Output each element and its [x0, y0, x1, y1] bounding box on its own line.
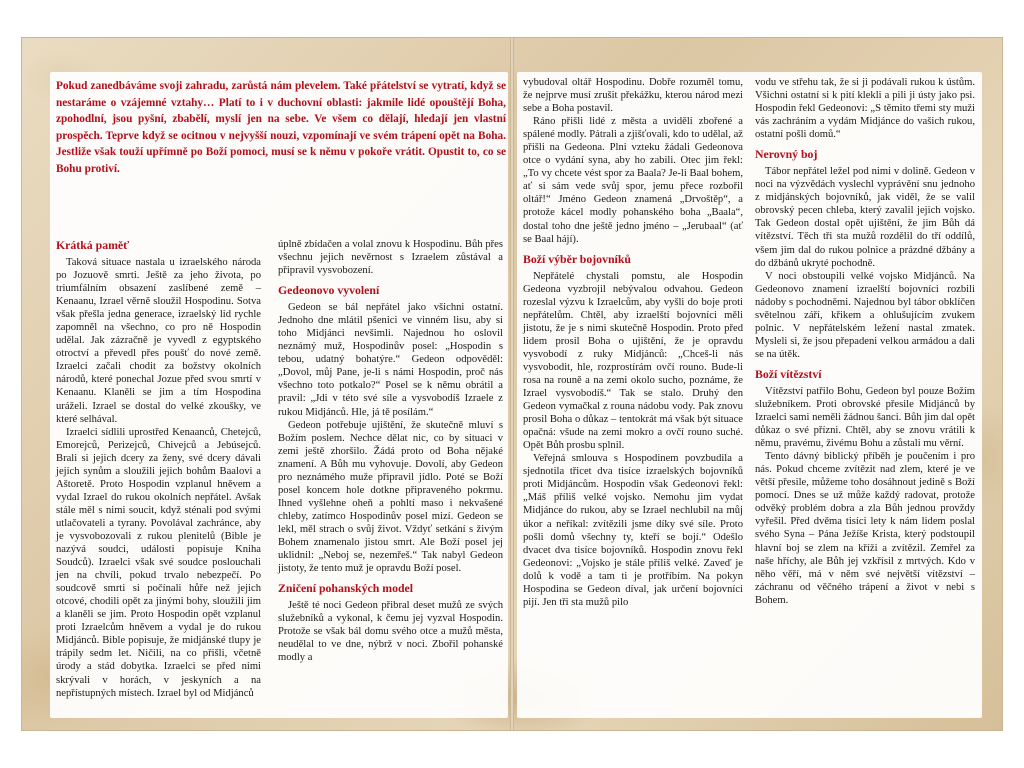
body-paragraph: Taková situace nastala u izraelského národa po Jozuově smrti. Ještě za jeho života, po triumfálním obsazení zaslíbené země – Kenaanu, Izrael věrně sloužil Hospodinu. Sotva však přešla jedna generace, izraelský lid rychle zapomněl na všechno, co pro ně Hospodin udělal. Jak zázračně je vyvedl z egyptského otroctví a převedl přes poušť do nové země. Izraelci začali chodit za božstvy okolních národů, které ponechal Jozue před svou smrtí v Kenaanu. Klaněli se jim a tím Hospodina uráželi. Izrael se dostal do velké zkoušky, ve které selhával. — [56, 257, 261, 425]
body-paragraph: Izraelci sídlili uprostřed Kenaanců, Chetejců, Emorejců, Perizejců, Chivejců a Jebúsejců. Brali si jejich dcery za ženy, své dcery dávali jejich synům a sloužili jejich bohům Baalovi a Aštoretě. Proto Hospodin vzplanul hněvem a vydal Izrael do rukou okolních nepřátel. Avšak stále měl s nimi soucit, když sténali pod svými utlačovateli a tyrany. Povolával zachránce, aby je vysvobozovali z rukou plenitelů (Bible je nazývá soudci, události popisuje Kniha Soudců). Izraelci však své soudce poslouchali jen na chvíli, pokud trvalo nebezpečí. Po soudcově smrti si počínali hůře než jejich otcové, chodili opět za jinými bohy, sloužili jim a klaněli se jim. Proto Hospodin opět vzplanul proti Izraelcům hněvem a vydal je do rukou Midjánců. Bible popisuje, že midjánské tlupy je trápily sedm let. Ničili, na co přišli, včetně úrody a stád dobytka. Izraelci se před nimi skrývali v horách, v jeskyních a na nepřístupných místech. Izrael byl od Midjánců — [56, 426, 261, 699]
right-page — [513, 38, 1002, 730]
section-heading: Boží vítězství — [755, 366, 822, 381]
magazine-spread — [22, 38, 1002, 730]
body-paragraph: úplně zbídačen a volal znovu k Hospodinu. Bůh přes všechnu jejich nevěrnost s Izraelem zůstával a připravil vysvobození. — [278, 239, 503, 277]
section-heading: Krátká paměť — [56, 238, 130, 252]
body-paragraph: Ještě té noci Gedeon přibral deset mužů ze svých služebníků a vykonal, k čemu jej vyzval Hospodin. Protože se však bál domu svého otce a mužů města, neudělal to ve dne, nýbrž v noci. Zbořil pohanské modly a — [278, 600, 503, 664]
body-paragraph: Nepřátelé chystali pomstu, ale Hospodin Gedeona vyzbrojil nebývalou odvahou. Gedeon rozeslal výzvu k Izraelcům, aby vyšli do boje proti nepřátelům. Chtěl, aby izraelští bojovníci měli jistotu, že je s nimi skutečně Hospodin. Proto před lidem prosil Boha o ujištění, že je opravdu vysvobodí z ruky Midjánců: „Chceš-li nás vysvobodit, hle, rozprostírám ovčí rouno. Bude-li rosa na rouně a na zemi okolo sucho, poznáme, že Izrael vysvobodíš.“ Tak se stalo. Druhý den Gedeon vymačkal z rouna nádobu vody. Pak znovu prosil Boha o důkaz – tentokrát má však být situace opačná: všude na zemi mokro a ovčí rouno suché. Opět Bůh prosbu splnil. — [523, 270, 743, 452]
body-paragraph: vybudoval oltář Hospodinu. Dobře rozuměl tomu, že nejprve musí zrušit překážku, kterou národ mezi sebe a Boha postavil. — [523, 77, 743, 115]
section-heading: Boží výběr bojovníků — [523, 251, 631, 266]
body-paragraph: Gedeon potřebuje ujištění, že skutečně mluví s Božím poslem. Nechce dělat nic, co by situaci v zemi ještě zhoršilo. Žádá proto od Boha nějaké znamení. A Bůh mu vyhovuje. Dovolí, aby Gedeon pro neznámého muže připravil jídlo. Poté se Boží posel koncem hole dotkne připraveného pokrmu. Ihned vyšlehne oheň a pohltí maso i nekvašené chleby, zatímco Hospodinův posel mizí. Gedeon se lekl, měl strach o svůj život. Vždyť setkání s živým Bohem znamenalo jistou smrt. Ale Boží posel jej uklidnil: „Neboj se, nezemřeš.“ Tak nabyl Gedeon jistoty, že tento muž je opravdu Boží posel. — [278, 419, 503, 575]
left-column-2 — [278, 238, 503, 664]
intro-paragraph: Pokud zanedbáváme svoji zahradu, zarůstá nám plevelem. Také přátelství se vytratí, když se nestaráme o vzájemné vztahy… Platí to i v duchovní oblasti: jakmile lidé opouštějí Boha, zpohodlní, jsou pyšní, zbabělí, myslí jen na sebe. Ve všem co dělají, hledají jen vlastní prospěch. Teprve když se ocitnou v nejvyšší nouzi, vzpomínají ve svém trápení opět na Boha. Jestliže však touží upřímně po Boží pomoci, musí se k němu v pokoře vrátit. Opustit to, co se Bohu protiví. — [56, 80, 506, 175]
left-column-1 — [56, 238, 261, 700]
body-paragraph: Tento dávný biblický příběh je poučením i pro nás. Pokud chceme zvítězit nad zlem, které je ve větší přesile, můžeme toho dosáhnout jedině s Boží pomocí. Dnes se už může každý radovat, protože odvěký problém dobra a zla Bůh jednou provždy vyřešil. Před dvěma tisíci lety k nám lidem poslal svého Syna – Pána Ježíše Krista, který podstoupil hlavní boj se zlem na kříži a zvítězil. Zemřel za naše hříchy, ale Bůh jej vzkřísil z mrtvých. Kdo v něho věří, má v něm své největší vítězství – záchranu od věčného trápení a život v nebi s Bohem. — [755, 451, 975, 606]
section-heading: Nerovný boj — [755, 147, 818, 162]
body-paragraph: Tábor nepřátel ležel pod nimi v dolině. Gedeon v noci na výzvědách vyslechl vyprávění snu jednoho z midjánských bojovníků, jak viděl, že se valil obrovský pecen chleba, který zavalil jejich vojsko. Tak Gedeon dostal opět ujištění, že jim Bůh dá vítězství. Těch tři sta mužů rozdělil do tří oddílů, všem jim dal do rukou polnice a prázdné džbány a do džbánů ukryté pochodně. — [755, 166, 975, 269]
section-heading: Zničení pohanských model — [278, 581, 414, 596]
body-paragraph: V noci obstoupili velké vojsko Midjánců. Na Gedeonovo znamení izraelští bojovníci rozbili nádoby s pochodněmi. Najednou byl tábor obklíčen světelnou září, křikem a ohlušujícím zvukem polnic. V nepřátelském ležení nastal zmatek. Mysleli si, že jsou přepadeni velkou armádou a dali se na útěk. — [755, 270, 975, 360]
section-heading: Gedeonovo vyvolení — [278, 283, 380, 298]
body-paragraph: Ráno přišli lidé z města a uviděli zbořené a spálené modly. Pátrali a zjišťovali, kdo to udělal, až přišli na Gedeona. Plni vzteku žádali Gedeonova otce o vydání syna, aby ho zabili. Otec jim řekl: „To vy chcete vést spor za Baala? Je-li Baal bohem, ať si sám vede svůj spor, jemu přece rozbořil oltář!“ Jméno Gedeon znamená „Drvoštěp“, a protože kácel modly pohanského boha „Baala“, dostal toho dne ještě jedno jméno – „Jerubaal“ (ať se Baal hájí). — [523, 116, 743, 245]
left-page — [22, 38, 511, 730]
right-column-2 — [755, 76, 975, 607]
body-paragraph: Veřejná smlouva s Hospodinem povzbudila a sjednotila třicet dva tisíce izraelských bojovníků proti Midjáncům. Hospodin však Gedeonovi řekl: „Máš příliš velké vojsko. Nemohu jim vydat Midjánce do rukou, aby se Izrael nechlubil na můj úkor a neříkal: zvítězili jsme díky své síle. Proto pošli domů všechny ty, kteří se bojí.“ Odešlo dvacet dva tisíce bojovníků. Hospodin znovu řekl Gedeonovi: „Vojsko je stále příliš velké. Zaveď je dolů k vodě a tam ti je protříbím. Na pokyn Hospodina se Gedeon díval, jak určení bojovníci pijí. Jen tři sta mužů pilo — [523, 453, 743, 608]
right-column-1 — [523, 76, 743, 609]
body-paragraph: Vítězství patřilo Bohu, Gedeon byl pouze Božím služebníkem. Proti obrovské přesile Midjánců by Izraelci sami neměli žádnou šanci. Bůh jim dal opět důkaz o své přízni. Chtěl, aby se znovu vrátili k němu, pravému, živému Bohu a zůstali mu věrní. — [755, 385, 975, 450]
body-paragraph: vodu ve střehu tak, že si ji podávali rukou k ústům. Všichni ostatní si k pití klekli a pili ji ústy jako psi. Hospodin řekl Gedeonovi: „S těmito třemi sty muži vás zachráním a vydám Midjánce do vašich rukou, ostatní pošli domů.“ — [755, 77, 975, 141]
body-paragraph: Gedeon se bál nepřátel jako všichni ostatní. Jednoho dne mlátil pšenici ve vinném lisu, aby si toho Midjánci nevšimli. Najednou ho oslovil neznámý muž, Hospodinův posel: „Hospodin s tebou, udatný bohatýre.“ Gedeon odpověděl: „Dovol, můj Pane, je-li s námi Hospodin, proč nás všechno toto potkalo?“ Posel se k němu obrátil a pravil: „Jdi v této své síle a vysvobodíš Izraele z rukou Midjánců. Hle, já tě posílám.“ — [278, 302, 503, 418]
